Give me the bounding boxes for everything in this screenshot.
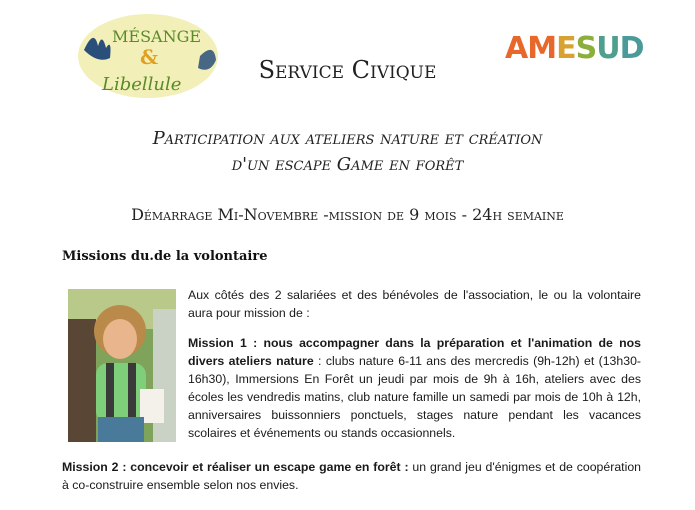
mission-2-text: un grand jeu d'énigmes et de coopération à co-construire ensemble selon nos envies. bbox=[62, 460, 641, 492]
mission-1-text: : clubs nature 6-11 ans des mercredis (9h-12h) et (13h30-16h30), Immersions En Forêt un jeudi par mois de 9h à 16h, ateliers avec des écoles les vendredis matins, club nature famille un samedi par mois de 10h à 12h, anniversaires buissonniers ponctuels, stages nature pendant les vacances scolaires et événements ou stands occasionnels. bbox=[188, 354, 642, 440]
logo-letter: M bbox=[527, 31, 557, 66]
page-title: Service Civique bbox=[258, 56, 437, 84]
logo-letter: A bbox=[505, 31, 528, 66]
subtitle-line1: Participation aux ateliers nature et création bbox=[152, 128, 543, 149]
subtitle-line2: d'un escape Game en forêt bbox=[231, 154, 464, 175]
logo-letter: U bbox=[596, 31, 620, 66]
mission-1 bbox=[188, 334, 641, 442]
intro-text: Aux côtés des 2 salariées et des bénévoles de l'association, le ou la volontaire aura pour mission de : bbox=[188, 288, 641, 320]
missions-heading: Missions du.de la volontaire bbox=[62, 249, 268, 264]
logo-line1: MÉSANGE bbox=[112, 27, 202, 46]
logo-mesange-libellule bbox=[72, 8, 222, 100]
logo-letter: D bbox=[619, 31, 644, 66]
child-photo bbox=[68, 289, 176, 442]
subtitle bbox=[90, 126, 605, 178]
logo-letter: S bbox=[575, 31, 597, 66]
logo-amp: & bbox=[140, 45, 159, 69]
mission-2-label: Mission 2 : concevoir et réaliser un escape game en forêt : bbox=[62, 460, 409, 474]
mission-1-label: Mission 1 : nous accompagner dans la préparation et l'animation de nos divers ateliers nature bbox=[188, 336, 641, 368]
start-info: Démarrage Mi-Novembre -mission de 9 mois - 24h semaine bbox=[131, 205, 564, 224]
logo-letter: E bbox=[556, 31, 576, 66]
mission-2 bbox=[62, 458, 641, 494]
logo-line2: Libellule bbox=[102, 74, 182, 95]
